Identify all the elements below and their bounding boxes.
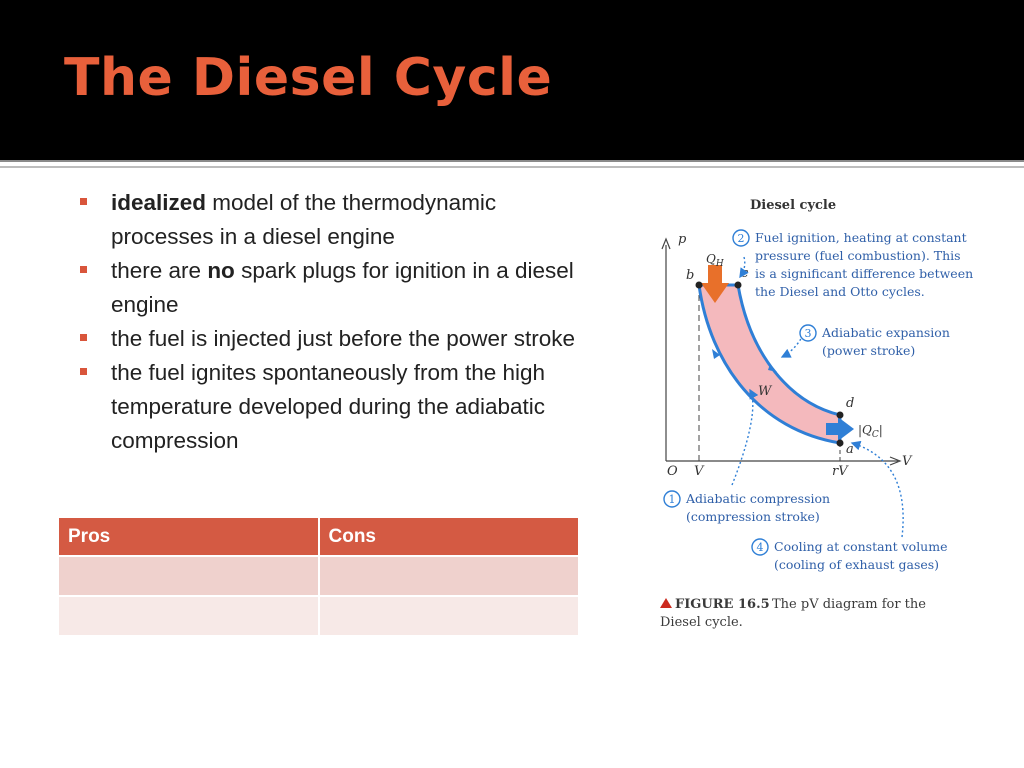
work-label: W [758, 384, 772, 399]
svg-text:3: 3 [804, 327, 812, 340]
leader-line-4 [852, 443, 903, 537]
step-2-line-3: is a significant difference between [755, 266, 974, 281]
state-point-a [837, 440, 844, 447]
step-2-line-1: Fuel ignition, heating at constant [755, 230, 967, 245]
figure-caption-text: The pV diagram for the [772, 597, 926, 612]
table-cell-pros[interactable] [58, 556, 319, 596]
bullet-list [80, 186, 585, 458]
pv-diagram-figure [640, 185, 1000, 645]
table-header-row [58, 517, 579, 556]
bullet-emphasis: idealized [111, 190, 207, 215]
title-divider-secondary [0, 166, 1024, 168]
table-cell-cons[interactable] [319, 596, 580, 636]
title-divider [0, 160, 1024, 162]
step-4-line-1: Cooling at constant volume [774, 539, 948, 554]
svg-text:1: 1 [668, 493, 676, 506]
point-label-a: a [846, 442, 854, 457]
step-2-line-4: the Diesel and Otto cycles. [755, 284, 925, 299]
figure-caption-line-2: Diesel cycle. [660, 615, 743, 630]
pros-cons-table [57, 516, 580, 637]
tick-label-v: V [694, 464, 704, 479]
leader-line-3 [782, 335, 803, 357]
heat-out-arrow-shaft [826, 423, 840, 435]
step-3-line-2: (power stroke) [822, 343, 916, 358]
state-point-d [837, 412, 844, 419]
pv-diagram [640, 185, 1000, 645]
origin-label: O [667, 464, 678, 479]
table-row [58, 556, 579, 596]
column-header-cons: Cons [319, 517, 580, 556]
step-1-line-2: (compression stroke) [686, 509, 820, 524]
figure-heading: Diesel cycle [750, 198, 837, 213]
tick-label-rv: rV [832, 464, 848, 479]
svg-text:4: 4 [756, 541, 764, 554]
step-3-line-1: Adiabatic expansion [822, 325, 950, 340]
column-header-pros: Pros [58, 517, 319, 556]
p-axis-label: p [678, 232, 687, 247]
step-4-line-2: (cooling of exhaust gases) [774, 557, 940, 572]
bullet-item: idealized model of the thermodynamic processes in a diesel engine [80, 186, 585, 254]
bullet-emphasis: no [207, 258, 235, 283]
bullet-item: the fuel is injected just before the power stroke [80, 322, 585, 356]
qc-label: $|Q_C|$ [858, 423, 883, 440]
caption-marker-icon [660, 598, 672, 608]
qh-label: $Q_H$ [706, 252, 724, 269]
leader-line-1 [732, 390, 753, 485]
bullet-item: the fuel ignites spontaneously from the high temperature developed during the adiabatic compression [80, 356, 585, 458]
table-cell-pros[interactable] [58, 596, 319, 636]
bullet-item: there are no spark plugs for ignition in a diesel engine [80, 254, 585, 322]
point-label-b: b [686, 268, 695, 283]
figure-caption-label: FIGURE 16.5 [675, 597, 770, 612]
step-1-line-1: Adiabatic compression [686, 491, 831, 506]
point-label-c: c [741, 266, 749, 281]
v-axis-label: V [902, 454, 912, 469]
state-point-c [735, 282, 742, 289]
step-2-line-2: pressure (fuel combustion). This [755, 248, 961, 263]
table-row [58, 596, 579, 636]
point-label-d: d [846, 396, 855, 411]
state-point-b [696, 282, 703, 289]
table-cell-cons[interactable] [319, 556, 580, 596]
svg-text:2: 2 [737, 232, 745, 245]
slide-title: The Diesel Cycle [64, 48, 553, 108]
heat-out-arrow-icon [838, 417, 854, 441]
